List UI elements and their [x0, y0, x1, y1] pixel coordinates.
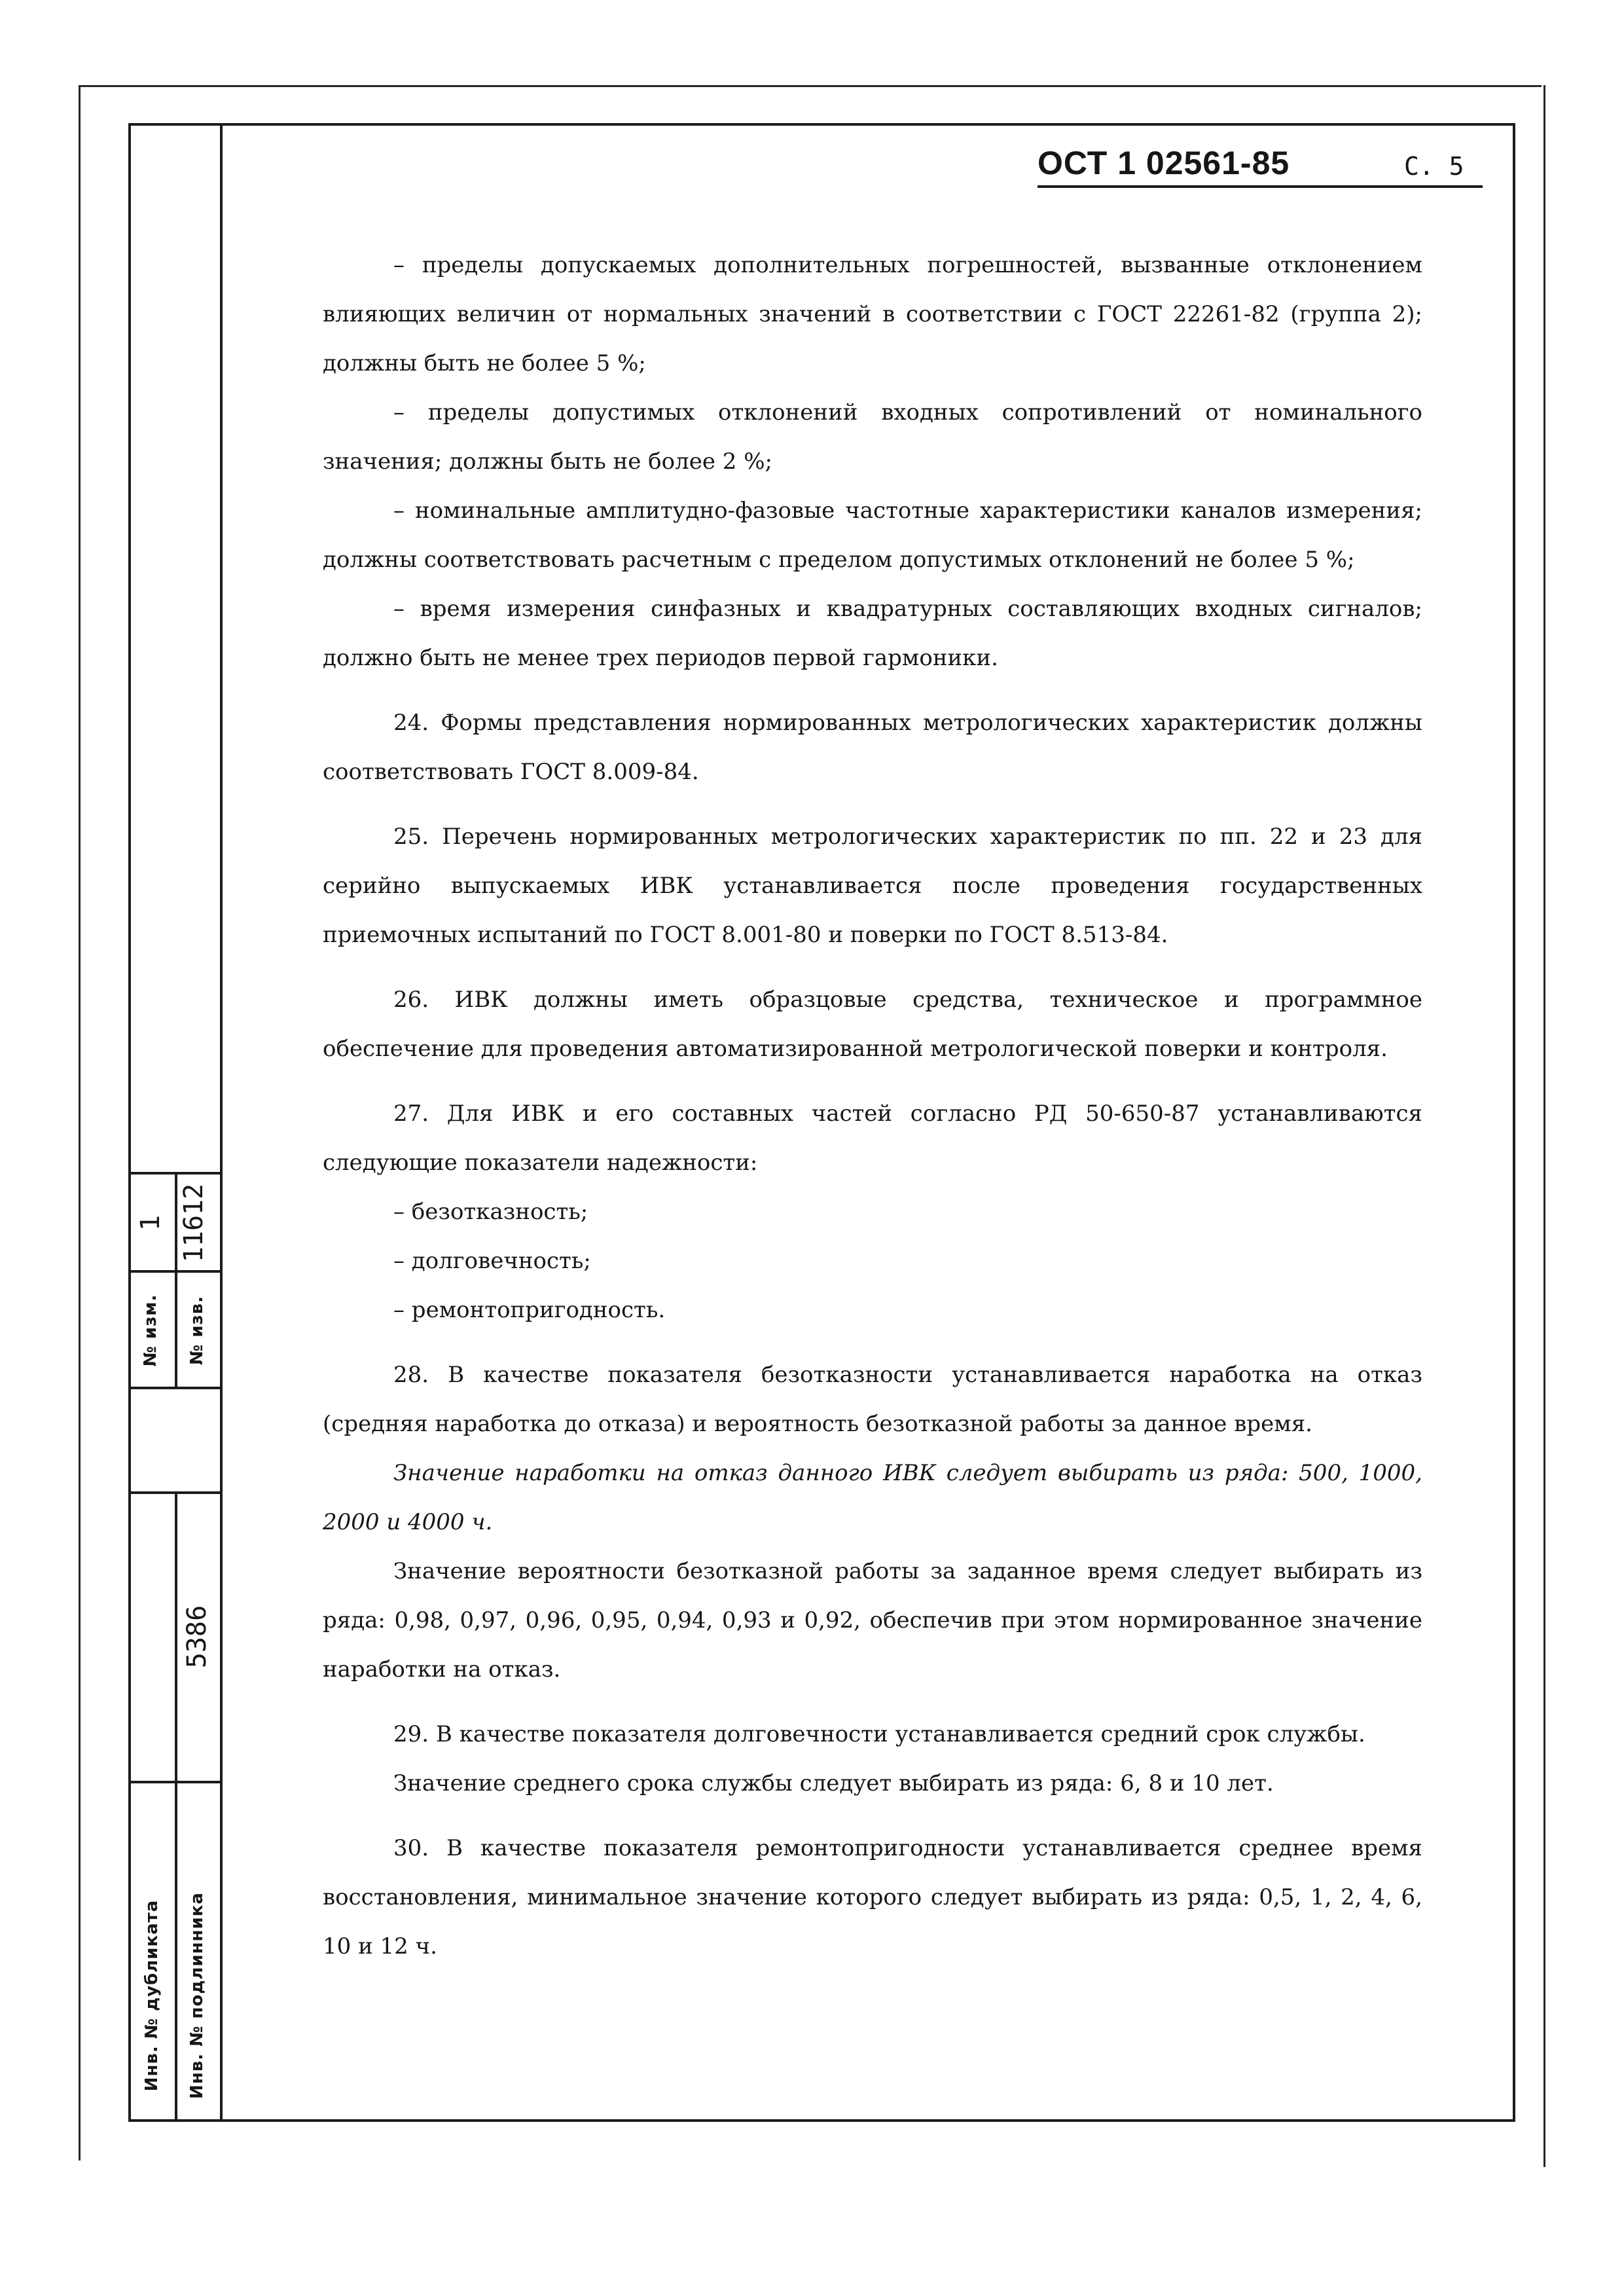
paragraph-30: 30. В качестве показателя ремонтопригодности устанавливается среднее время восстановления, минимальное значение которого следует выбирать из ряда: 0,5, 1, 2, 4, 6, 10 и 12 ч.	[323, 1835, 1422, 1959]
page-number: С. 5	[1404, 152, 1464, 181]
paragraph-28: 28. В качестве показателя безотказности устанавливается наработка на отказ (средняя наработка до отказа) и вероятность безотказной работы за данное время.	[323, 1362, 1422, 1437]
document-body	[323, 241, 1422, 1971]
header-underline	[1038, 185, 1483, 188]
paragraph-input-resistance: – пределы допустимых отклонений входных сопротивлений от номинального значения; должны быть не более 2 %;	[323, 399, 1422, 475]
outer-frame-bottom-tick-right	[1543, 2121, 1545, 2167]
strip-rule	[128, 1781, 220, 1783]
list-item-maintainability: – ремонтопригодность.	[393, 1297, 666, 1323]
paragraph-24: 24. Формы представления нормированных метрологических характеристик должны соответствовать ГОСТ 8.009-84.	[323, 710, 1422, 785]
paragraph-frequency-response: – номинальные амплитудно-фазовые частотные характеристики каналов измерения; должны соответствовать расчетным с пределом допустимых отклонений не более 5 %;	[323, 498, 1422, 573]
paragraph-28-mtbf-series: Значение наработки на отказ данного ИВК следует выбирать из ряда: 500, 1000, 2000 и 4000 ч.	[323, 1460, 1422, 1535]
document-designation: ОСТ 1 02561-85	[1038, 145, 1290, 181]
paragraph-27: 27. Для ИВК и его составных частей согласно РД 50-650-87 устанавливаются следующие показатели надежности:	[323, 1101, 1422, 1176]
paragraph-28-probability-series: Значение вероятности безотказной работы за заданное время следует выбирать из ряда: 0,98, 0,97, 0,96, 0,95, 0,94, 0,93 и 0,92, обеспечив при этом нормированное значение наработки на отказ.	[323, 1558, 1422, 1683]
duplicate-inventory-label: Инв. № дубликата	[142, 1899, 162, 2092]
outer-frame-right-edge	[1543, 85, 1545, 2167]
notice-number-label: № изв.	[187, 1296, 207, 1365]
duplicate-inventory-value	[139, 1571, 165, 1702]
paragraph-26: 26. ИВК должны иметь образцовые средства, техническое и программное обеспечение для проведения автоматизированной метрологической поверки и контроля.	[323, 987, 1422, 1062]
strip-divider	[175, 1172, 177, 1388]
paragraph-29: 29. В качестве показателя долговечности устанавливается средний срок службы.	[393, 1721, 1365, 1747]
notice-number-value: 11612	[179, 1183, 209, 1263]
paragraph-additional-errors: – пределы допускаемых дополнительных погрешностей, вызванные отклонением влияющих величин от нормальных значений в соответствии с ГОСТ 22261-82 (группа 2); должны быть не более 5 %;	[323, 252, 1422, 376]
paragraph-25: 25. Перечень нормированных метрологических характеристик по пп. 22 и 23 для серийно выпускаемых ИВК устанавливается после проведения государственных приемочных испытаний по ГОСТ 8.001-80 и поверки по ГОСТ 8.513-84.	[323, 824, 1422, 948]
outer-frame-bottom-tick	[79, 2121, 81, 2160]
change-number-value: 1	[135, 1214, 166, 1231]
strip-rule	[128, 1491, 220, 1494]
original-inventory-label: Инв. № подлинника	[187, 1892, 207, 2099]
original-inventory-value: 5386	[182, 1605, 212, 1669]
strip-divider	[175, 1491, 177, 2122]
list-item-reliability: – безотказность;	[393, 1199, 588, 1225]
strip-outer-edge	[220, 123, 223, 2122]
paragraph-measurement-time: – время измерения синфазных и квадратурных составляющих входных сигналов; должно быть не менее трех периодов первой гармоники.	[323, 596, 1422, 671]
change-number-label: № изм.	[141, 1294, 160, 1367]
list-item-durability: – долговечность;	[393, 1248, 591, 1274]
paragraph-29-service-life-series: Значение среднего срока службы следует выбирать из ряда: 6, 8 и 10 лет.	[393, 1770, 1274, 1796]
